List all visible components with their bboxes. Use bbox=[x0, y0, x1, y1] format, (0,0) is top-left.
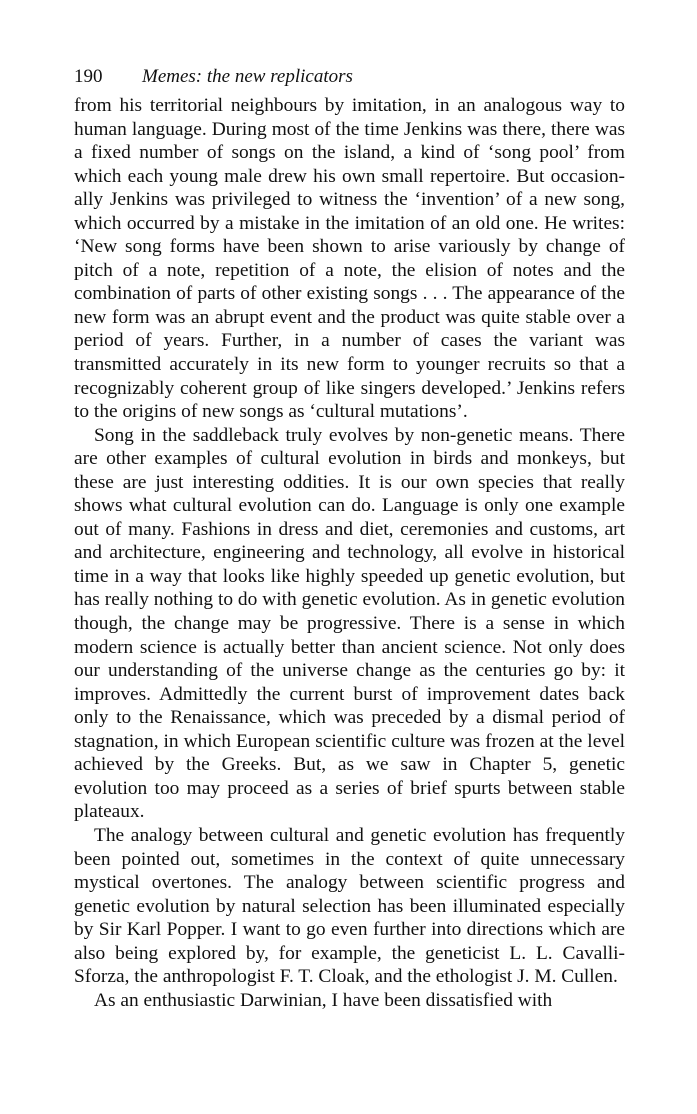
page-number: 190 bbox=[74, 66, 103, 87]
book-page bbox=[74, 64, 625, 1012]
paragraph-analogy: The analogy between cultural and genetic evolution has frequently been pointed out, sometimes in the context of quite unnecessary mystical overtones. The analogy between scientific progress and genetic evolution by natural selection has been illuminated especially by Sir Karl Popper. I want to go even further into directions which are also being explored by, for example, the geneticist L. L. Cavalli-Sforza, the anthropologist F. T. Cloak, and the ethologist J. M. Cullen. bbox=[74, 824, 625, 988]
paragraph-cultural-evolution: Song in the saddleback truly evolves by non-genetic means. There are other examples of cultural evolution in birds and monkeys, but these are just interesting oddities. It is our own species that really shows what cultural evolution can do. Language is only one example out of many. Fashions in dress and diet, ceremonies and customs, art and architecture, engineering and technology, all evolve in historical time in a way that looks like highly speeded up genetic evolution, but has really nothing to do with genetic evolution. As in genetic evolution though, the change may be progressive. There is a sense in which modern science is actually better than ancient science. Not only does our understanding of the universe change as the centuries go by: it improves. Admittedly the current burst of improvement dates back only to the Renaissance, which was preceded by a dismal period of stagnation, in which European scientific culture was frozen at the level achieved by the Greeks. But, as we saw in Chapter 5, genetic evolution too may proceed as a series of brief spurts between stable plateaux. bbox=[74, 424, 625, 823]
running-head bbox=[74, 64, 625, 94]
running-title: Memes: the new replicators bbox=[142, 66, 353, 87]
body-text bbox=[74, 94, 625, 1012]
paragraph-darwinian: As an enthusiastic Darwinian, I have been dissatisfied with bbox=[94, 989, 553, 1011]
paragraph-continued: from his territorial neighbours by imitation, in an analogous way to human language. During most of the time Jenkins was there, there was a fixed number of songs on the island, a kind of ‘song pool’ from which each young male drew his own small repertoire. But occasionally Jenkins was privileged to witness the ‘invention’ of a new song, which occurred by a mistake in the imitation of an old one. He writes: ‘New song forms have been shown to arise variously by change of pitch of a note, repetition of a note, the elision of notes and the combination of parts of other existing songs . . . The appearance of the new form was an abrupt event and the product was quite stable over a period of years. Further, in a number of cases the variant was transmitted accurately in its new form to younger recruits so that a recognizably coherent group of like singers developed.’ Jenkins refers to the origins of new songs as ‘cultural mutations’. bbox=[74, 95, 625, 423]
